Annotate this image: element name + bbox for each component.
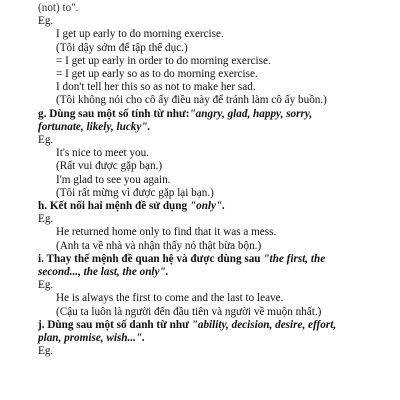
heading-italic: "the first, the	[263, 252, 326, 265]
section-heading-i	[38, 253, 325, 266]
translation-line: (Tôi rất mừng vì được gặp lại bạn.)	[56, 186, 214, 199]
example-line: It's nice to meet you.	[56, 147, 150, 160]
heading-italic: "only".	[189, 200, 225, 212]
translation-line: (Tôi không nói cho cô ấy điều này để tránh làm cô ấy buồn.)	[56, 94, 327, 107]
heading-italic: second..., the last, the only".	[38, 266, 169, 278]
heading-text: h. Kết nối hai mệnh đề sử dụng	[38, 200, 188, 212]
translation-line: (Anh ta về nhà và nhận thấy nó thật bừa bộn.)	[56, 239, 262, 252]
section-heading-g-cont	[38, 121, 150, 134]
example-line: I'm glad to see you again.	[56, 173, 171, 186]
top-fragment: (not) to".	[38, 2, 79, 14]
example-line: He is always the first to come and the last to leave.	[56, 292, 284, 305]
eg-label: Eg.	[38, 345, 54, 358]
section-heading-j-cont	[38, 332, 145, 345]
heading-italic: fortunate, likely, lucky".	[38, 120, 151, 133]
heading-italic: plan, promise, wish...".	[38, 332, 145, 344]
eg-label: Eg.	[38, 134, 54, 146]
translation-line: (Tôi dậy sớm để tập thể dục.)	[56, 41, 188, 54]
eg-label: Eg.	[38, 279, 54, 292]
heading-italic: "angry, glad, happy, sorry,	[189, 107, 313, 120]
example-line: = I get up early so as to do morning exercise.	[56, 68, 258, 80]
section-heading-h	[38, 200, 225, 213]
example-line: He returned home only to find that it was a mess.	[56, 226, 277, 239]
heading-text: j. Dùng sau một số danh từ như	[38, 318, 192, 331]
example-line: = I get up early in order to do morning exercise.	[56, 54, 271, 67]
heading-italic: "ability, decision, desire, effort,	[191, 318, 337, 331]
translation-line: (Rất vui được gặp bạn.)	[56, 160, 163, 173]
section-heading-i-cont	[38, 266, 169, 279]
translation-line: (Cậu ta luôn là người đến đầu tiên và người về muộn nhất.)	[56, 305, 322, 318]
eg-label: Eg.	[38, 15, 54, 28]
example-line: I get up early to do morning exercise.	[56, 28, 224, 41]
heading-text: i. Thay thế mệnh đề quan hệ và được dùng sau	[38, 252, 261, 265]
section-heading-g	[38, 108, 312, 121]
example-line: I don't tell her this so as not to make her sad.	[56, 81, 256, 94]
section-heading-j	[38, 319, 336, 332]
heading-text: g. Dùng sau một số tính từ như:	[38, 107, 190, 120]
eg-label: Eg.	[38, 213, 54, 226]
